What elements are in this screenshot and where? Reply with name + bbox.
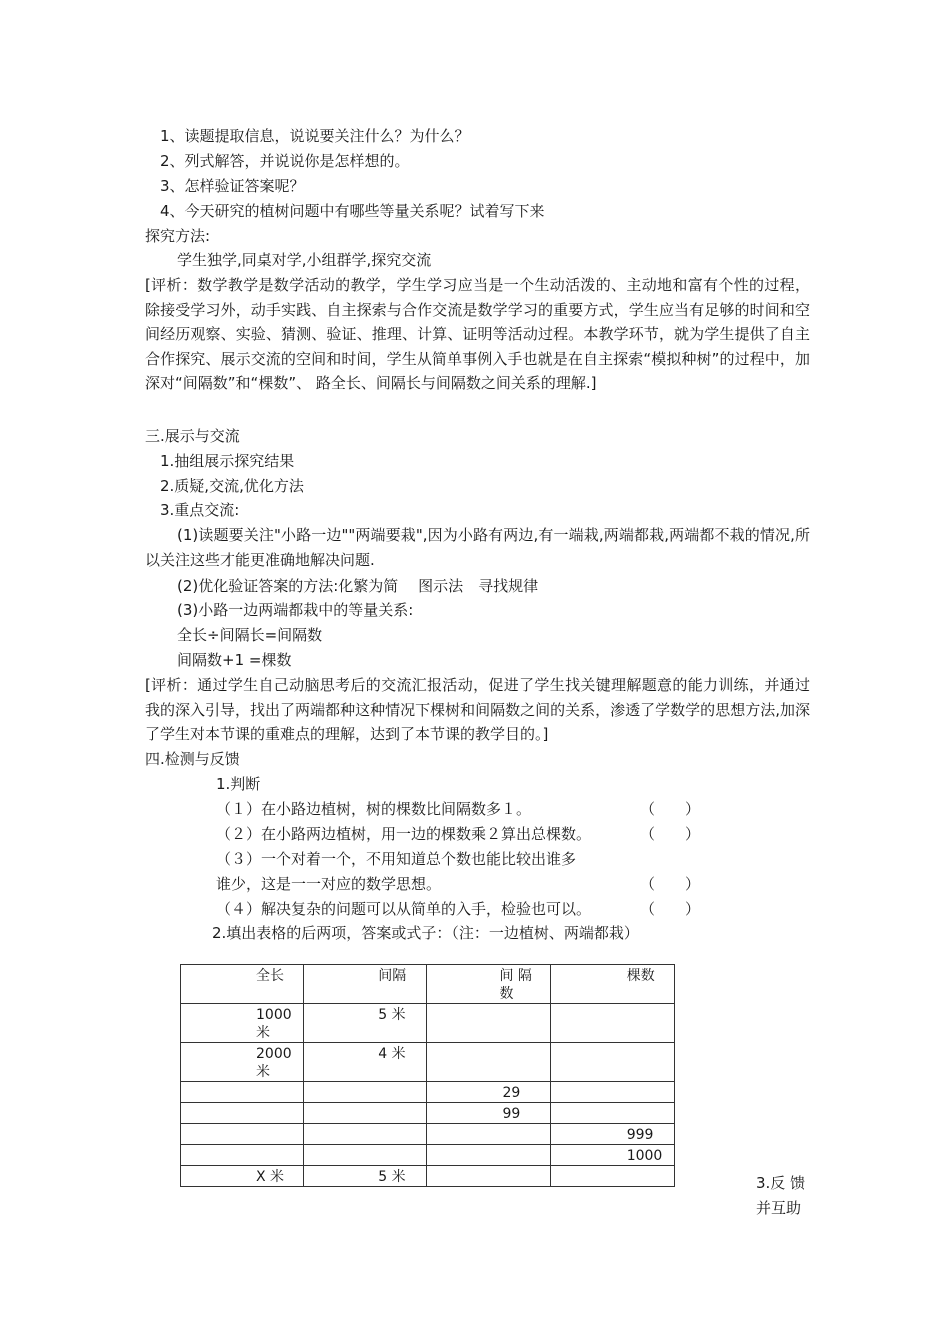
table-row [181, 1043, 675, 1082]
table-cell[interactable] [181, 1103, 304, 1124]
table-cell[interactable] [427, 1166, 550, 1187]
table-cell: 1000 [550, 1145, 674, 1166]
table-cell[interactable] [304, 1103, 427, 1124]
table-cell[interactable] [550, 1004, 674, 1043]
answer-blank[interactable]: （ ） [640, 875, 701, 893]
key-point-1: (1)读题要关注"小路一边""两端要栽",因为小路有两边,有一端栽,两端都栽,两端都不栽的情况,所以关注这些才能更准确地解决问题. [145, 526, 810, 569]
question-1: 1、读题提取信息，说说要关注什么？为什么？ [160, 127, 470, 145]
table-cell[interactable] [304, 1145, 427, 1166]
table-cell: 2000米 [181, 1043, 304, 1082]
table-cell[interactable] [181, 1082, 304, 1103]
table-row [181, 1004, 675, 1043]
judge-item-3: （３）一个对着一个，不用知道总个数也能比较出谁多 [216, 850, 577, 868]
question-3: 3、怎样验证答案呢？ [160, 177, 305, 195]
table-cell[interactable] [427, 1043, 550, 1082]
judge-item-4: （４）解决复杂的问题可以从简单的入手，检验也可以。 [216, 900, 592, 918]
comment-paragraph-1: [评析：数学教学是数学活动的教学，学生学习应当是一个生动活泼的、主动地和富有个性的过程，除接受学习外，动手实践、自主探索与合作交流是数学学习的重要方式，学生应当有足够的时间和空间经历观察、实验、猜测、验证、推理、计算、证明等活动过程。本教学环节，就为学生提供了自主合作探究、展示交流的空间和时间，学生从简单事例入手也就是在自主探索“模拟种树”的过程中，加深对“间隔数”和“棵数”、 路全长、间隔长与间隔数之间关系的理解.] [145, 276, 810, 392]
fill-in-table [180, 964, 675, 1187]
table-row [181, 1166, 675, 1187]
table-cell[interactable] [304, 1124, 427, 1145]
method-content: 学生独学,同桌对学,小组群学,探究交流 [177, 251, 432, 269]
answer-blank[interactable]: （ ） [640, 800, 701, 818]
table-cell: X 米 [181, 1166, 304, 1187]
table-cell[interactable] [550, 1082, 674, 1103]
table-cell: 4 米 [304, 1043, 427, 1082]
judge-title: 1.判断 [216, 775, 261, 793]
formula-2: 间隔数+1 =棵数 [177, 651, 292, 669]
table-cell[interactable] [550, 1103, 674, 1124]
table-row [181, 1124, 675, 1145]
key-point-2: (2)优化验证答案的方法:化繁为简 图示法 寻找规律 [177, 577, 539, 595]
section-3-item-3: 3.重点交流: [160, 501, 240, 519]
question-2: 2、列式解答，并说说你是怎样想的。 [160, 152, 410, 170]
header-interval-count: 间 隔数 [427, 965, 550, 1004]
table-cell[interactable] [550, 1043, 674, 1082]
table-cell: 1000米 [181, 1004, 304, 1043]
table-cell[interactable] [181, 1124, 304, 1145]
table-cell[interactable] [427, 1124, 550, 1145]
table-cell: 99 [427, 1103, 550, 1124]
section-3-heading: 三.展示与交流 [145, 427, 240, 445]
table-header-row [181, 965, 675, 1004]
header-interval: 间隔 [304, 965, 427, 1004]
table-cell: 999 [550, 1124, 674, 1145]
table-cell[interactable] [427, 1145, 550, 1166]
header-tree-count: 棵数 [550, 965, 674, 1004]
judge-item-2: （２）在小路两边植树，用一边的棵数乘２算出总棵数。 [216, 825, 592, 843]
section-3-item-2: 2.质疑,交流,优化方法 [160, 477, 304, 495]
feedback-heading: 3.反 馈并互助 [756, 1174, 806, 1217]
table-cell[interactable] [181, 1145, 304, 1166]
table-row [181, 1082, 675, 1103]
method-label: 探究方法: [145, 227, 211, 245]
answer-blank[interactable]: （ ） [640, 900, 701, 918]
table-cell[interactable] [304, 1082, 427, 1103]
section-4-heading: 四.检测与反馈 [145, 750, 240, 768]
table-row [181, 1103, 675, 1124]
answer-blank[interactable]: （ ） [640, 825, 701, 843]
table-cell[interactable] [427, 1004, 550, 1043]
judge-item-3-continued: 谁少，这是一一对应的数学思想。 [216, 875, 442, 893]
key-point-3: (3)小路一边两端都栽中的等量关系: [177, 601, 414, 619]
comment-paragraph-2: [评析：通过学生自己动脑思考后的交流汇报活动，促进了学生找关键理解题意的能力训练，并通过我的深入引导，找出了两端都种这种情况下棵树和间隔数之间的关系，渗透了学数学的思想方法,加深了学生对本节课的重难点的理解，达到了本节课的教学目的。] [145, 676, 810, 743]
table-title: 2.填出表格的后两项，答案或式子：（注：一边植树、两端都栽） [212, 924, 639, 942]
table-cell[interactable] [550, 1166, 674, 1187]
table-row [181, 1145, 675, 1166]
table-cell: 5 米 [304, 1166, 427, 1187]
formula-1: 全长÷间隔长=间隔数 [177, 626, 323, 644]
header-total-length: 全长 [181, 965, 304, 1004]
question-4: 4、今天研究的植树问题中有哪些等量关系呢？试着写下来 [160, 202, 545, 220]
section-3-item-1: 1.抽组展示探究结果 [160, 452, 295, 470]
table-cell: 5 米 [304, 1004, 427, 1043]
judge-item-1: （１）在小路边植树，树的棵数比间隔数多１。 [216, 800, 532, 818]
table-cell: 29 [427, 1082, 550, 1103]
